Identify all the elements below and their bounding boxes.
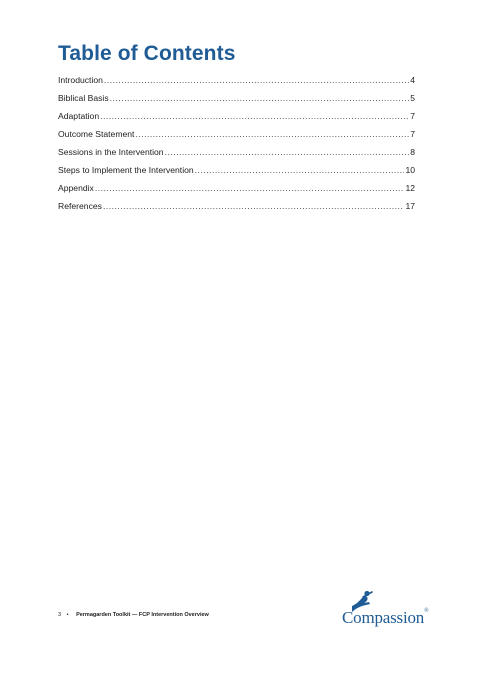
toc-dot-leader	[103, 201, 404, 211]
toc-entry[interactable]	[58, 165, 415, 183]
toc-entry-label: References	[58, 201, 102, 211]
toc-entry-label: Outcome Statement	[58, 129, 135, 139]
logo-wordmark: Compassion®	[342, 608, 429, 627]
footer-document-title: Permagarden Toolkit — FCP Intervention Overview	[76, 612, 209, 618]
toc-title: Table of Contents	[58, 42, 236, 65]
toc-entry-page: 10	[405, 165, 415, 175]
toc-entry-label: Appendix	[58, 183, 94, 193]
toc-entry-page: 7	[410, 111, 415, 121]
toc-entry[interactable]	[58, 129, 415, 147]
toc-dot-leader	[165, 147, 410, 157]
toc-entry[interactable]	[58, 75, 415, 93]
toc-dot-leader	[100, 111, 409, 121]
toc-list	[58, 75, 415, 219]
toc-entry-page: 7	[410, 129, 415, 139]
footer-bullet: •	[66, 612, 69, 618]
toc-dot-leader	[104, 75, 409, 85]
compassion-logo	[342, 590, 442, 630]
toc-dot-leader	[110, 93, 410, 103]
toc-entry-page: 12	[405, 183, 415, 193]
toc-entry-label: Biblical Basis	[58, 93, 109, 103]
toc-entry-label: Adaptation	[58, 111, 100, 121]
toc-entry-label: Steps to Implement the Intervention	[58, 165, 194, 175]
toc-entry-page: 17	[405, 201, 415, 211]
toc-entry[interactable]	[58, 93, 415, 111]
footer-page-number: 3	[58, 612, 62, 618]
toc-dot-leader	[195, 165, 405, 175]
toc-entry[interactable]	[58, 111, 415, 129]
toc-entry-page: 4	[410, 75, 415, 85]
toc-entry-label: Sessions in the Intervention	[58, 147, 164, 157]
toc-entry[interactable]	[58, 147, 415, 165]
toc-entry-page: 5	[410, 93, 415, 103]
toc-dot-leader	[95, 183, 405, 193]
page-footer	[58, 612, 209, 618]
toc-entry-page: 8	[410, 147, 415, 157]
toc-entry-label: Introduction	[58, 75, 103, 85]
toc-dot-leader	[135, 129, 409, 139]
toc-entry[interactable]	[58, 183, 415, 201]
toc-entry[interactable]	[58, 201, 415, 219]
